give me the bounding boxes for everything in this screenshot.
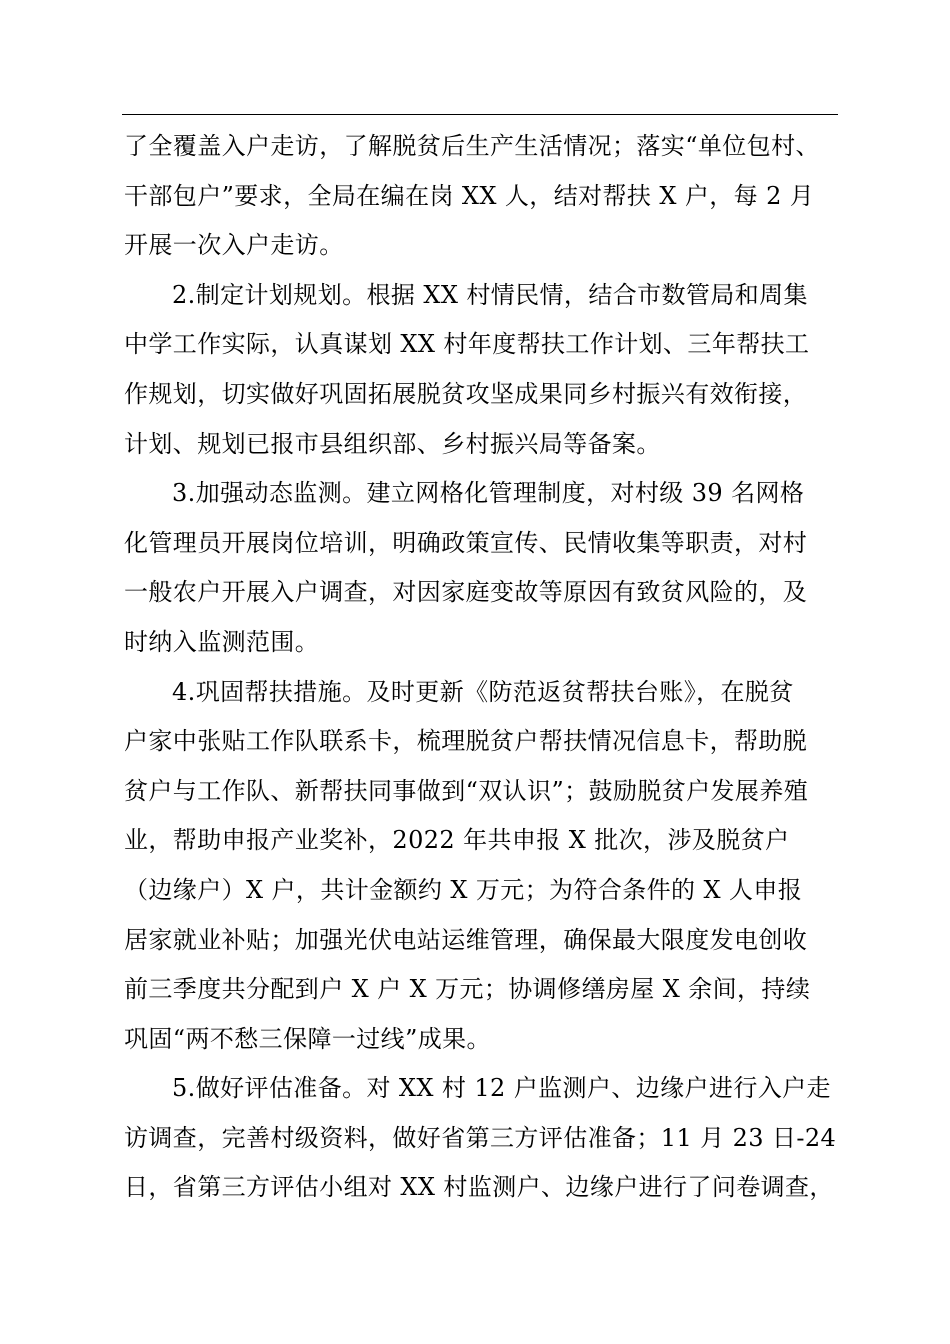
- text-line: 居家就业补贴；加强光伏电站运维管理，确保最大限度发电创收: [124, 925, 808, 954]
- text-line: 巩固“两不愁三保障一过线”成果。: [124, 1024, 491, 1053]
- text-line: 户家中张贴工作队联系卡，梳理脱贫户帮扶情况信息卡，帮助脱: [124, 727, 808, 756]
- text-line: 化管理员开展岗位培训，明确政策宣传、民情收集等职责，对村: [124, 528, 808, 557]
- text-line: 开展一次入户走访。: [124, 231, 344, 260]
- text-line: 作规划，切实做好巩固拓展脱贫攻坚成果同乡村振兴有效衔接，: [124, 379, 808, 408]
- text-line: 2.制定计划规划。根据 XX 村情民情，结合市数管局和周集: [172, 280, 808, 309]
- text-line: 贫户与工作队、新帮扶同事做到“双认识”；鼓励脱贫户发展养殖: [124, 776, 809, 805]
- header-rule: [122, 114, 838, 115]
- text-line: 5.做好评估准备。对 XX 村 12 户监测户、边缘户进行入户走: [172, 1074, 831, 1103]
- body-text: [124, 122, 840, 1213]
- text-line: 时纳入监测范围。: [124, 627, 320, 656]
- text-line: 干部包户”要求，全局在编在岗 XX 人，结对帮扶 X 户，每 2 月: [124, 181, 815, 210]
- text-line: 前三季度共分配到户 X 户 X 万元；协调修缮房屋 X 余间，持续: [124, 975, 811, 1004]
- text-line: 了全覆盖入户走访，了解脱贫后生产生活情况；落实“单位包村、: [124, 132, 820, 160]
- text-line: 中学工作实际，认真谋划 XX 村年度帮扶工作计划、三年帮扶工: [124, 330, 810, 359]
- text-line: 计划、规划已报市县组织部、乡村振兴局等备案。: [124, 429, 661, 458]
- text-line: （边缘户）X 户，共计金额约 X 万元；为符合条件的 X 人申报: [124, 875, 803, 904]
- text-line: 一般农户开展入户调查，对因家庭变故等原因有致贫风险的，及: [124, 578, 808, 607]
- text-line: 3.加强动态监测。建立网格化管理制度，对村级 39 名网格: [172, 479, 805, 508]
- text-line: 访调查，完善村级资料，做好省第三方评估准备；11 月 23 日-24: [124, 1123, 837, 1152]
- text-line: 业，帮助申报产业奖补，2022 年共申报 X 批次，涉及脱贫户: [124, 826, 790, 855]
- text-line: 日，省第三方评估小组对 XX 村监测户、边缘户进行了问卷调查，: [124, 1173, 834, 1202]
- text-line: 4.巩固帮扶措施。及时更新《防范返贫帮扶台账》，在脱贫: [172, 677, 794, 706]
